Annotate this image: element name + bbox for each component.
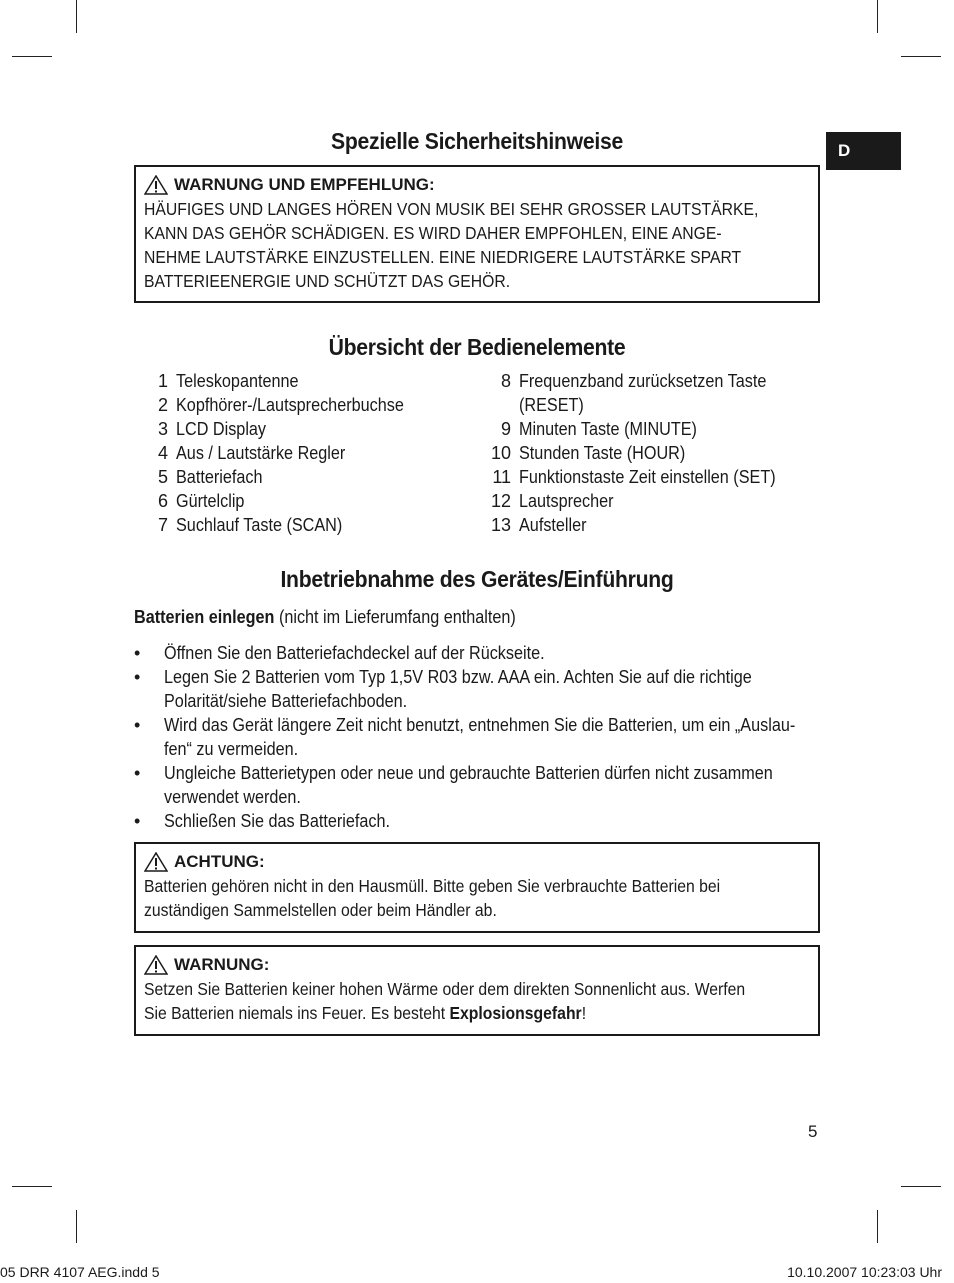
- item-number: 6: [157, 491, 168, 511]
- warning-triangle-icon: [144, 955, 168, 975]
- caution-line: Batterien gehören nicht in den Hausmüll. Bitte geben Sie verbrauchte Batterien bei: [144, 876, 721, 896]
- item-number: 7: [157, 515, 168, 535]
- controls-list-left: [130, 369, 429, 537]
- bullet-text: Ungleiche Batterietypen oder neue und gebrauchte Batterien dürfen nicht zusammen: [164, 763, 773, 783]
- warning-heading: [144, 173, 810, 197]
- bullet-text: Legen Sie 2 Batterien vom Typ 1,5V R03 bzw. AAA ein. Achten Sie auf die richtige: [164, 667, 752, 687]
- list-item: [130, 417, 429, 441]
- bullet-text: Öffnen Sie den Batteriefachdeckel auf der Rückseite.: [164, 643, 545, 663]
- footer-timestamp: 10.10.2007 10:23:03 Uhr: [787, 1264, 942, 1280]
- warning-heat-line: Setzen Sie Batterien keiner hohen Wärme oder dem direkten Sonnenlicht aus. Werfen: [144, 979, 746, 999]
- caution-heading-text: ACHTUNG:: [174, 852, 265, 871]
- item-label: LCD Display: [176, 419, 267, 439]
- list-item: [134, 761, 834, 809]
- warning-line: NEHME LAUTSTÄRKE EINZUSTELLEN. EINE NIEDRIGERE LAUTSTÄRKE SPART: [144, 247, 742, 267]
- caution-heading: [144, 850, 810, 874]
- list-item: [130, 465, 429, 489]
- bullet-text: Schließen Sie das Batteriefach.: [164, 811, 391, 831]
- item-number: 2: [157, 395, 168, 415]
- list-item: [473, 369, 804, 393]
- crop-mark: [877, 1210, 878, 1243]
- caution-box: [134, 842, 820, 933]
- crop-mark: [12, 56, 52, 57]
- crop-mark: [76, 0, 77, 33]
- warning-line: BATTERIEENERGIE UND SCHÜTZT DAS GEHÖR.: [144, 271, 511, 291]
- warning-box: [134, 165, 820, 303]
- crop-mark: [901, 1186, 941, 1187]
- item-label: Batteriefach: [176, 467, 263, 487]
- list-item: [473, 513, 804, 537]
- list-item: [473, 417, 804, 441]
- language-tab: D: [826, 132, 901, 170]
- list-item: [134, 713, 834, 761]
- crop-mark: [12, 1186, 52, 1187]
- list-item: [130, 369, 429, 393]
- item-label: Aus / Lautstärke Regler: [176, 443, 346, 463]
- item-label: Gürtelclip: [176, 491, 245, 511]
- battery-intro-bold: Batterien einlegen: [134, 607, 275, 627]
- item-number: 9: [500, 419, 511, 439]
- warning-heat-heading: [144, 953, 810, 977]
- list-item: [130, 489, 429, 513]
- warning-heat-heading-text: WARNUNG:: [174, 955, 270, 974]
- bullet-dot: •: [134, 667, 141, 687]
- bullet-dot: •: [134, 643, 141, 663]
- battery-instructions: [134, 641, 834, 833]
- item-label: Stunden Taste (HOUR): [519, 443, 686, 463]
- list-item: [473, 441, 804, 465]
- list-item: [134, 641, 834, 665]
- bullet-text: verwendet werden.: [164, 787, 301, 807]
- item-number: 8: [500, 371, 511, 391]
- item-label: Funktionstaste Zeit einstellen (SET): [519, 467, 776, 487]
- bullet-dot: •: [134, 763, 141, 783]
- item-number: 12: [490, 491, 511, 511]
- list-item: [130, 513, 429, 537]
- list-item: [473, 465, 804, 489]
- crop-mark: [76, 1210, 77, 1243]
- item-number: 13: [490, 515, 511, 535]
- item-label: Teleskopantenne: [176, 371, 299, 391]
- warning-heat-end: !: [581, 1003, 587, 1023]
- list-item: [134, 809, 834, 833]
- warning-line: KANN DAS GEHÖR SCHÄDIGEN. ES WIRD DAHER EMPFOHLEN, EINE ANGE-: [144, 223, 722, 243]
- caution-line: zuständigen Sammelstellen oder beim Händler ab.: [144, 900, 497, 920]
- section-title-safety: Spezielle Sicherheitshinweise: [331, 128, 623, 154]
- bullet-text: Polarität/siehe Batteriefachboden.: [164, 691, 408, 711]
- item-number: 4: [157, 443, 168, 463]
- item-label: Aufsteller: [519, 515, 587, 535]
- list-item: [130, 441, 429, 465]
- item-number: 3: [157, 419, 168, 439]
- section-title-setup: Inbetriebnahme des Gerätes/Einführung: [280, 566, 674, 592]
- bullet-text: fen“ zu vermeiden.: [164, 739, 299, 759]
- warning-heat-box: [134, 945, 820, 1036]
- bullet-dot: •: [134, 715, 141, 735]
- section-title-controls: Übersicht der Bedienelemente: [328, 334, 626, 360]
- warning-line: HÄUFIGES UND LANGES HÖREN VON MUSIK BEI SEHR GROSSER LAUTSTÄRKE,: [144, 199, 759, 219]
- controls-list-right: [473, 369, 804, 537]
- crop-mark: [901, 56, 941, 57]
- battery-intro: [134, 605, 516, 629]
- crop-mark: [877, 0, 878, 33]
- item-number: 10: [490, 443, 511, 463]
- item-label: (RESET): [519, 395, 584, 415]
- battery-intro-rest: (nicht im Lieferumfang enthalten): [274, 607, 516, 627]
- list-item: [473, 393, 804, 417]
- list-item: [134, 665, 834, 713]
- warning-heat-text: Sie Batterien niemals ins Feuer. Es besteht: [144, 1003, 450, 1023]
- warning-triangle-icon: [144, 175, 168, 195]
- explosion-hazard-text: Explosionsgefahr: [449, 1003, 582, 1023]
- warning-heat-line: [144, 1001, 743, 1025]
- list-item: [130, 393, 429, 417]
- item-number: 1: [157, 371, 168, 391]
- item-label: Frequenzband zurücksetzen Taste: [519, 371, 767, 391]
- footer-file-info: 05 DRR 4107 AEG.indd 5: [0, 1264, 160, 1280]
- item-label: Lautsprecher: [519, 491, 614, 511]
- item-number: 11: [492, 467, 511, 487]
- item-label: Suchlauf Taste (SCAN): [176, 515, 343, 535]
- item-number: 5: [157, 467, 168, 487]
- bullet-text: Wird das Gerät längere Zeit nicht benutzt, entnehmen Sie die Batterien, um ein „Auslau-: [164, 715, 796, 735]
- bullet-dot: •: [134, 811, 141, 831]
- page-number: 5: [808, 1122, 818, 1141]
- item-label: Kopfhörer-/Lautsprecherbuchse: [176, 395, 404, 415]
- list-item: [473, 489, 804, 513]
- item-label: Minuten Taste (MINUTE): [519, 419, 697, 439]
- item-number: [473, 393, 519, 417]
- warning-triangle-icon: [144, 852, 168, 872]
- warning-heading-text: WARNUNG UND EMPFEHLUNG:: [174, 175, 435, 194]
